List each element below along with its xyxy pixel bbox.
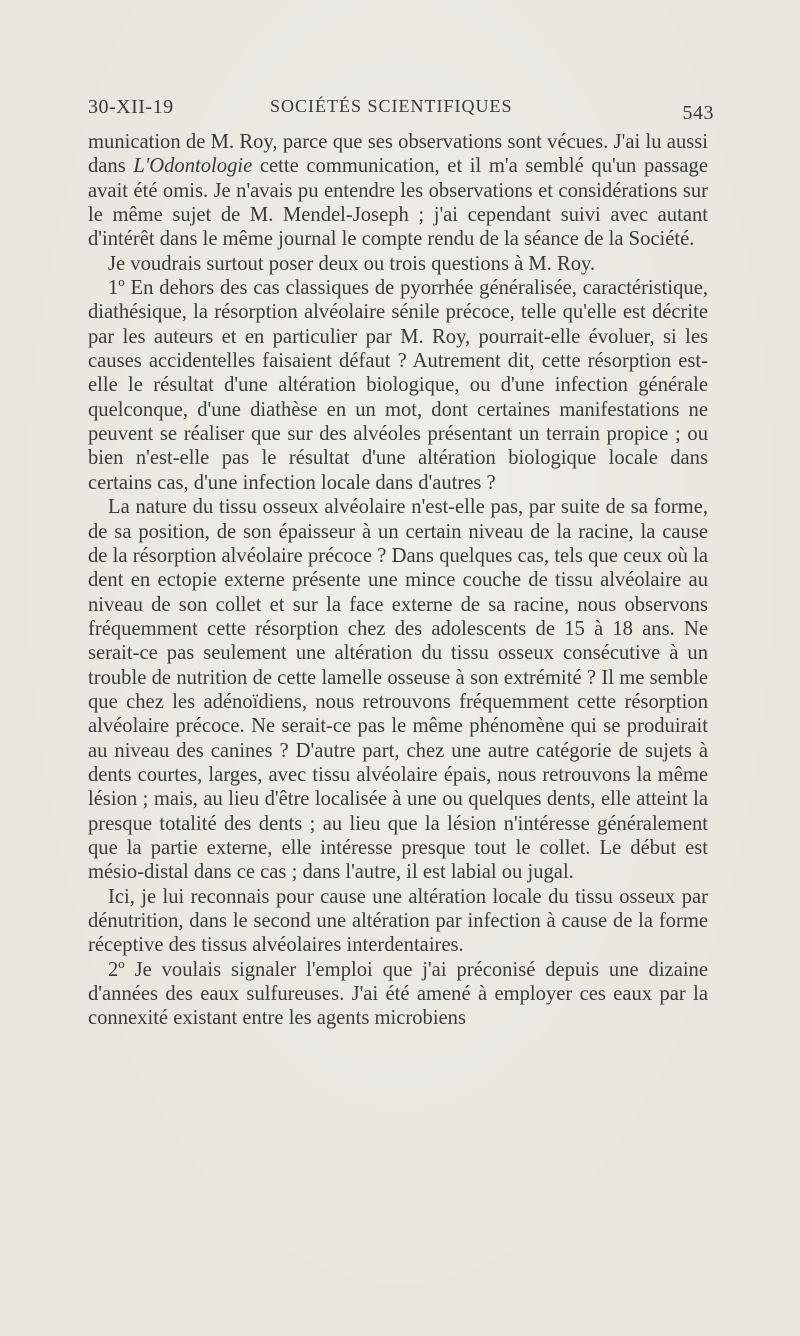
page-number: 543 [682,102,714,124]
paragraph-continuation [88,130,708,252]
paragraph-text-before: munication de M. Roy, parce que ses observations sont vécues. J'ai lu aussi dans [88,131,708,178]
paragraph: 1º En dehors des cas classiques de pyorrhée généralisée, caractéristique, diathésique, la résorption alvéolaire sénile précoce, telle qu'elle est décrite par les auteurs et en particulier par M. Roy, pourrait-elle évoluer, si les causes accidentelles faisaient défaut ? Autrement dit, cette résorption est-elle le résultat d'une altération biologique, ou d'une infection générale quelconque, d'une diathèse en un mot, dont certaines manifestations ne peuvent se réaliser que sur des alvéoles présentant un terrain propice ; ou bien n'est-elle pas le résultat d'une altération biologique locale dans certains cas, d'une infection locale dans d'autres ? [88,277,708,494]
paragraph-text-after: cette communication, et il m'a semblé qu'un passage avait été omis. Je n'avais pu entendre les observations et considérations sur le même sujet de M. Mendel-Joseph ; j'ai cependant suivi avec autant d'intérêt dans le même journal le compte rendu de la séance de la Société. [88,155,708,251]
body-text [88,130,708,1031]
header-section-title: SOCIÉTÉS SCIENTIFIQUES [270,96,513,116]
paragraph: Ici, je lui reconnais pour cause une altération locale du tissu osseux par dénutrition, dans le second une altération par infection à cause de la forme réceptive des tissus alvéolaires interdentaires. [88,885,708,957]
header-date: 30-XII-19 [88,96,174,118]
paragraph: 2º Je voulais signaler l'emploi que j'ai préconisé depuis une dizaine d'années des eaux sulfureuses. J'ai été amené à employer ces eaux par la connexité existant entre les agents microbiens [88,958,708,1030]
journal-title-italic: L'Odontologie [133,155,253,178]
paragraph: La nature du tissu osseux alvéolaire n'est-elle pas, par suite de sa forme, de sa position, de son épaisseur à un certain niveau de la racine, la cause de la résorption alvéolaire précoce ? Dans quelques cas, tels que ceux où la dent en ectopie externe présente une mince couche de tissu alvéolaire au niveau de son collet et sur la face externe de sa racine, nous observons fréquemment cette résorption chez des adolescents de 15 à 18 ans. Ne serait-ce pas seulement une altération du tissu osseux consécutive à un trouble de nutrition de cette lamelle osseuse à son extrémité ? Il me semble que chez les adénoïdiens, nous retrouvons fréquemment cette résorption alvéolaire précoce. Ne serait-ce pas le même phénomène qui se produirait au niveau des canines ? D'autre part, chez une autre catégorie de sujets à dents courtes, larges, avec tissu alvéolaire épais, nous retrouvons la même lésion ; mais, au lieu d'être localisée à une ou quelques dents, elle atteint la presque totalité des dents ; au lieu que la lésion n'intéresse généralement que la partie externe, elle intéresse presque tout le collet. Le début est mésio-distal dans ce cas ; dans l'autre, il est labial ou jugal. [88,496,708,884]
running-header [88,96,714,126]
paragraph: Je voudrais surtout poser deux ou trois questions à M. Roy. [108,252,596,275]
